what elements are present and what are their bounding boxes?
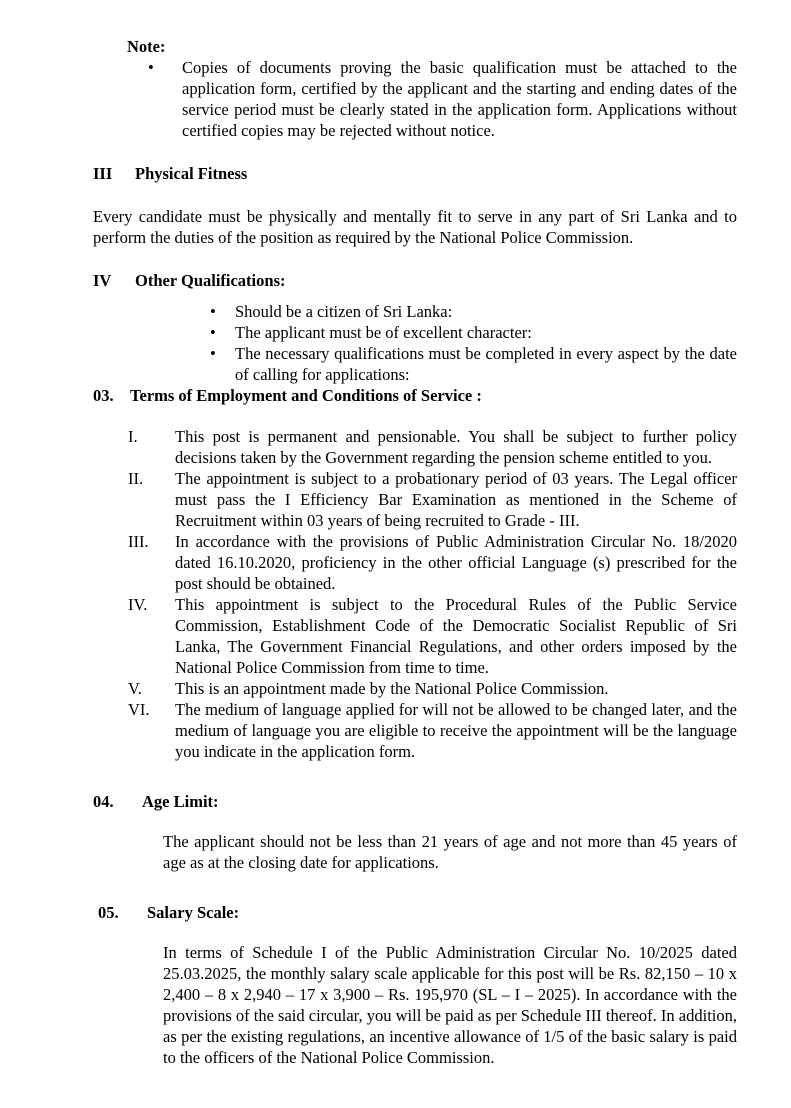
bullet-text: The necessary qualifications must be completed in every aspect by the date of calling for applications: bbox=[235, 344, 737, 384]
bullet-icon: • bbox=[210, 323, 216, 342]
list-item bbox=[93, 343, 737, 385]
item-text: This appointment is subject to the Procedural Rules of the Public Service Commission, Establishment Code of the Democratic Socialist Republic of Sri Lanka, The Government Financial Regulations, and other orders imposed by the National Police Commission from time to time. bbox=[175, 595, 737, 677]
section-iv-title: Other Qualifications: bbox=[135, 271, 286, 290]
section-iv-bullet-list bbox=[93, 301, 737, 385]
roman-numeral: IV. bbox=[128, 595, 148, 614]
list-item bbox=[93, 678, 737, 699]
roman-numeral: V. bbox=[128, 679, 142, 698]
section-05-body: In terms of Schedule I of the Public Administration Circular No. 10/2025 dated 25.03.2025, the monthly salary scale applicable for this post will be Rs. 82,150 – 10 x 2,400 – 8 x 2,940 – 17 x 3,900 – Rs. 195,970 (SL – I – 2025). In accordance with the provisions of the said circular, you will be paid as per Schedule III thereof. In addition, as per the existing regulations, an incentive allowance of 1/5 of the basic salary is paid to the officers of the National Police Commission. bbox=[163, 943, 737, 1067]
section-05-title: Salary Scale: bbox=[147, 903, 240, 922]
section-03-roman-list bbox=[93, 426, 737, 762]
roman-numeral: I. bbox=[128, 427, 138, 446]
item-text: This is an appointment made by the National Police Commission. bbox=[175, 679, 609, 698]
item-text: The medium of language applied for will not be allowed to be changed later, and the medium of language you are eligible to receive the appointment will be the language you indicate in the application form. bbox=[175, 700, 737, 761]
bullet-icon: • bbox=[210, 344, 216, 363]
note-bullet-text: Copies of documents proving the basic qualification must be attached to the application form, certified by the applicant and the starting and ending dates of the service period must be clearly stated in the application form. Applications without certified copies may be rejected without notice. bbox=[182, 58, 737, 140]
list-item bbox=[93, 699, 737, 762]
section-04-number: 04. bbox=[93, 792, 114, 811]
section-05-number: 05. bbox=[98, 903, 119, 922]
list-item bbox=[93, 594, 737, 678]
section-iii-title: Physical Fitness bbox=[135, 164, 248, 183]
bullet-text: Should be a citizen of Sri Lanka: bbox=[235, 302, 453, 321]
section-iv-number: IV bbox=[93, 271, 112, 290]
section-iv-heading bbox=[93, 270, 737, 291]
list-item bbox=[93, 468, 737, 531]
section-05-heading bbox=[98, 902, 737, 923]
list-item bbox=[93, 322, 737, 343]
section-04-title: Age Limit: bbox=[142, 792, 219, 811]
bullet-text: The applicant must be of excellent character: bbox=[235, 323, 532, 342]
item-text: This post is permanent and pensionable. You shall be subject to further policy decisions taken by the Government regarding the pension scheme entitled to you. bbox=[175, 427, 737, 467]
list-item bbox=[93, 426, 737, 468]
section-04-heading bbox=[93, 791, 737, 812]
section-iii-heading bbox=[93, 163, 737, 184]
section-04-body: The applicant should not be less than 21 years of age and not more than 45 years of age as at the closing date for applications. bbox=[163, 832, 737, 872]
note-bullet-item bbox=[93, 57, 737, 141]
section-iii-body: Every candidate must be physically and mentally fit to serve in any part of Sri Lanka and to perform the duties of the position as required by the National Police Commission. bbox=[93, 207, 737, 247]
section-iii-number: III bbox=[93, 164, 113, 183]
bullet-icon: • bbox=[210, 302, 216, 321]
section-03-heading bbox=[93, 385, 737, 406]
section-03-title: Terms of Employment and Conditions of Service : bbox=[130, 386, 482, 405]
item-text: In accordance with the provisions of Public Administration Circular No. 18/2020 dated 16.10.2020, proficiency in the other official Language (s) prescribed for the post should be obtained. bbox=[175, 532, 737, 593]
note-heading: Note: bbox=[127, 37, 166, 56]
bullet-icon: • bbox=[148, 58, 154, 77]
roman-numeral: II. bbox=[128, 469, 144, 488]
section-03-number: 03. bbox=[93, 386, 114, 405]
roman-numeral: VI. bbox=[128, 700, 150, 719]
roman-numeral: III. bbox=[128, 532, 149, 551]
list-item bbox=[93, 531, 737, 594]
list-item bbox=[93, 301, 737, 322]
item-text: The appointment is subject to a probationary period of 03 years. The Legal officer must pass the I Efficiency Bar Examination as mentioned in the Scheme of Recruitment within 03 years of being recruited to Grade - III. bbox=[175, 469, 737, 530]
